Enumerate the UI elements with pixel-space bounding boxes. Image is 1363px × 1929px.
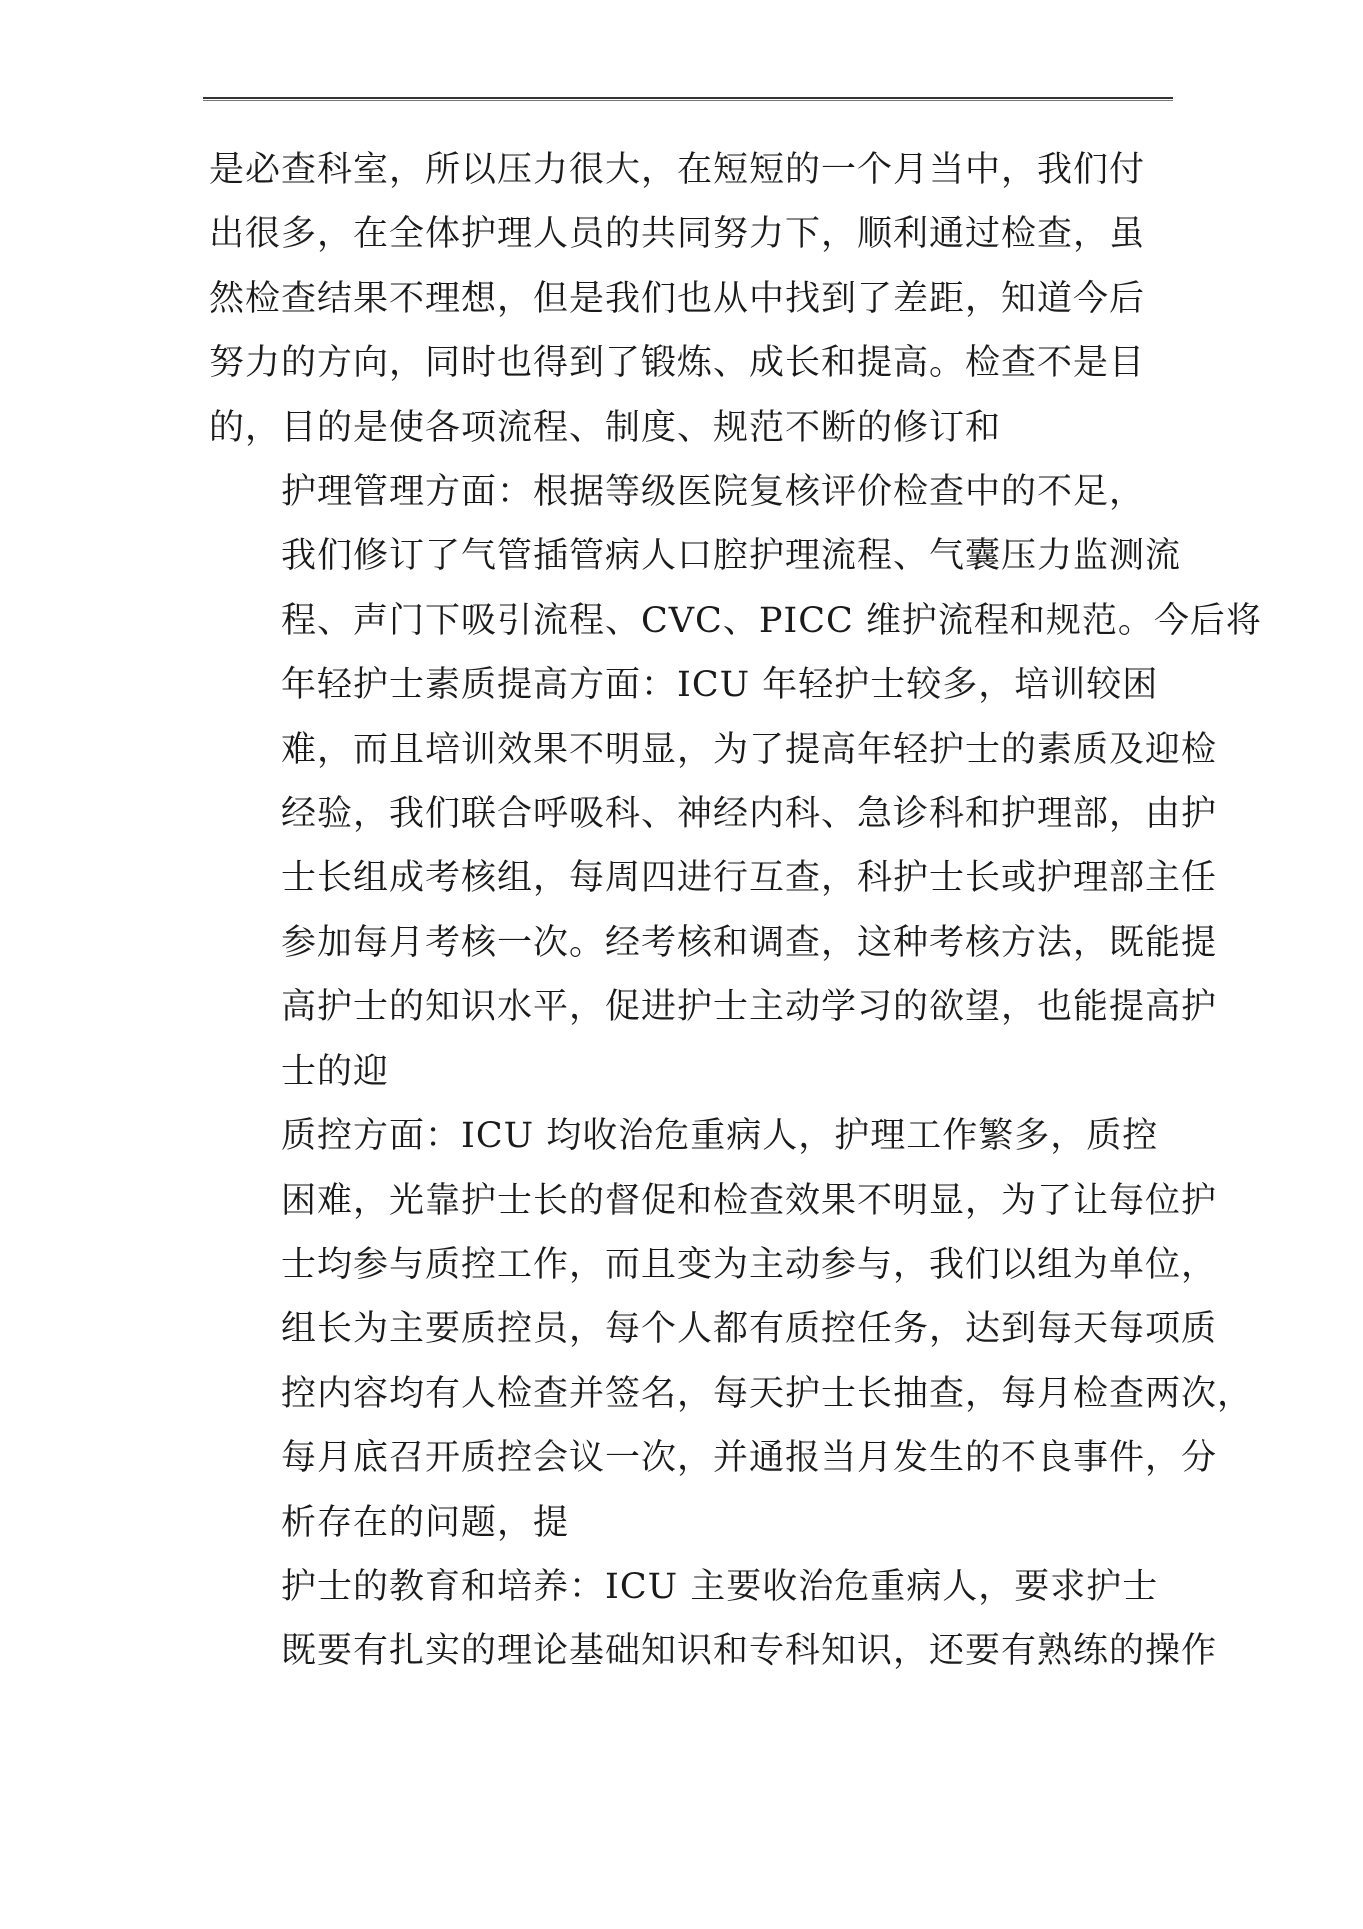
text-line: 质控方面：ICU 均收治危重病人，护理工作繁多，质控 bbox=[281, 1116, 1159, 1157]
text-line: 护理管理方面：根据等级医院复核评价检查中的不足， bbox=[281, 472, 1146, 513]
text-line: 难，而且培训效果不明显，为了提高年轻护士的素质及迎检 bbox=[281, 729, 1218, 770]
text-line: 程、声门下吸引流程、CVC、PICC 维护流程和规范。今后将 bbox=[281, 600, 1262, 641]
text-line: 士的迎 bbox=[281, 1051, 390, 1092]
text-line: 经验，我们联合呼吸科、神经内科、急诊科和护理部，由护 bbox=[281, 794, 1218, 835]
document-body bbox=[209, 138, 1262, 1684]
paragraph-education bbox=[209, 1555, 1218, 1684]
paragraph-inspection bbox=[209, 138, 1175, 460]
text-line: 然检查结果不理想，但是我们也从中找到了差距，知道今后 bbox=[209, 278, 1146, 319]
paragraph-quality-control bbox=[209, 1104, 1254, 1555]
text-line: 年轻护士素质提高方面：ICU 年轻护士较多，培训较困 bbox=[281, 665, 1159, 706]
paragraph-young-nurses bbox=[209, 653, 1218, 1104]
text-line: 参加每月考核一次。经考核和调查，这种考核方法，既能提 bbox=[281, 922, 1218, 963]
text-line: 高护士的知识水平，促进护士主动学习的欲望，也能提高护 bbox=[281, 987, 1218, 1028]
text-line: 努力的方向，同时也得到了锻炼、成长和提高。检查不是目 bbox=[209, 343, 1146, 384]
text-line: 组长为主要质控员，每个人都有质控任务，达到每天每项质 bbox=[281, 1309, 1218, 1350]
text-line: 出很多，在全体护理人员的共同努力下，顺利通过检查，虽 bbox=[209, 214, 1146, 255]
text-line: 士长组成考核组，每周四进行互查，科护士长或护理部主任 bbox=[281, 858, 1218, 899]
text-line: 析存在的问题，提 bbox=[281, 1502, 570, 1543]
text-line: 是必查科室，所以压力很大，在短短的一个月当中，我们付 bbox=[209, 150, 1146, 190]
text-line: 每月底召开质控会议一次，并通报当月发生的不良事件，分 bbox=[281, 1438, 1218, 1479]
text-line: 困难，光靠护士长的督促和检查效果不明显，为了让每位护 bbox=[281, 1180, 1218, 1221]
text-line: 士均参与质控工作，而且变为主动参与，我们以组为单位， bbox=[281, 1244, 1218, 1285]
text-line: 的，目的是使各项流程、制度、规范不断的修订和 bbox=[209, 407, 1002, 448]
text-line: 我们修订了气管插管病人口腔护理流程、气囊压力监测流 bbox=[281, 536, 1182, 577]
paragraph-nursing-management bbox=[209, 460, 1262, 653]
text-line: 护士的教育和培养：ICU 主要收治危重病人，要求护士 bbox=[281, 1566, 1159, 1607]
text-line: 既要有扎实的理论基础知识和专科知识，还要有熟练的操作 bbox=[281, 1631, 1218, 1672]
header-rule bbox=[203, 97, 1173, 101]
text-line: 控内容均有人检查并签名，每天护士长抽查，每月检查两次， bbox=[281, 1373, 1254, 1414]
